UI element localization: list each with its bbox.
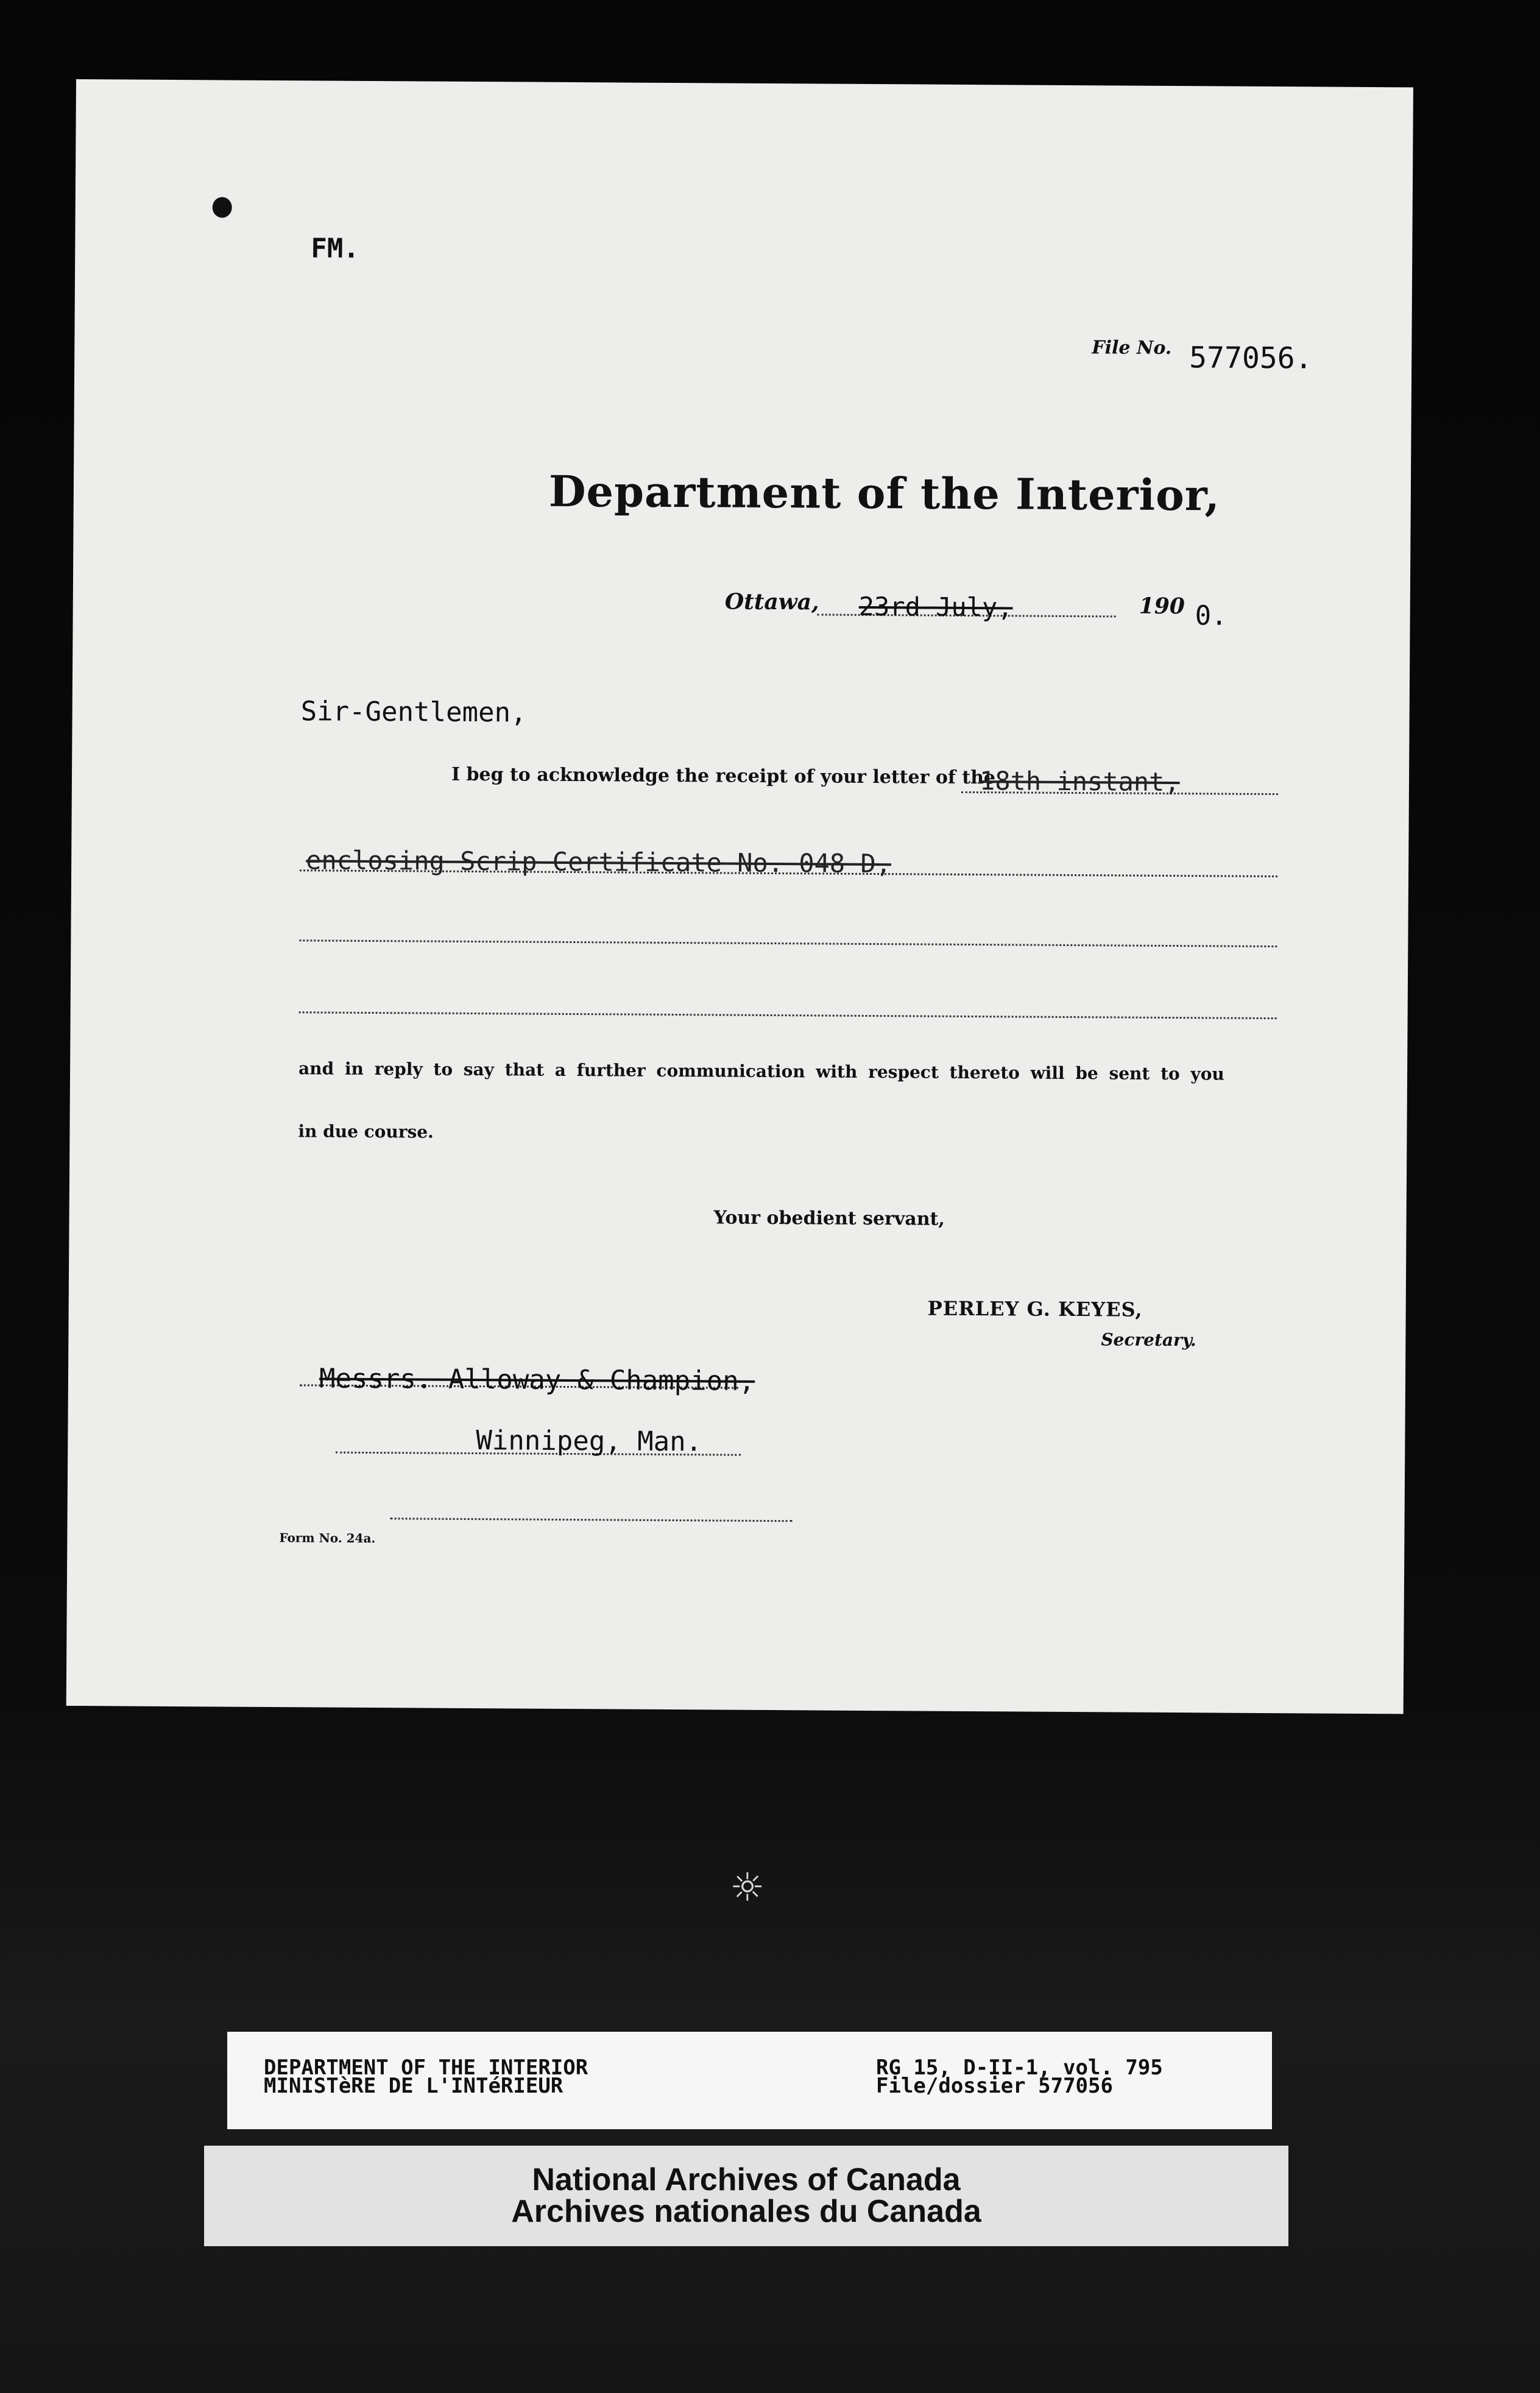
- file-number-label: File No.: [1092, 337, 1172, 359]
- year-typed: 0.: [1195, 600, 1227, 632]
- fm-mark: FM.: [311, 233, 359, 264]
- department-heading: Department of the Interior,: [548, 465, 1221, 521]
- blank-dotted-line-2: [299, 1011, 1277, 1019]
- department-french: MINISTèRE DE L'INTéRIEUR: [264, 2074, 563, 2098]
- stray-film-mark: ☼: [730, 1865, 765, 1911]
- letter-page: [66, 79, 1413, 1714]
- signer-title: Secretary.: [1101, 1329, 1196, 1351]
- addressee-name: Messrs. Alloway & Champion,: [319, 1363, 755, 1397]
- salutation: Sir-Gentlemen,: [300, 696, 527, 729]
- signer-name: PERLEY G. KEYES,: [927, 1296, 1143, 1321]
- file-reference: File/dossier 577056: [876, 2074, 1113, 2098]
- archive-name-french: Archives nationales du Canada: [511, 2194, 981, 2229]
- enclosure-line: enclosing Scrip Certificate No. 048 D,: [306, 845, 892, 879]
- letter-reference-date: 18th instant,: [979, 766, 1180, 797]
- record-group: RG 15, D-II-1, vol. 795: [876, 2055, 1163, 2080]
- year-printed: 190: [1139, 593, 1185, 620]
- punch-hole: [213, 197, 232, 217]
- body-line-1: I beg to acknowledge the receipt of your letter of the: [451, 763, 996, 789]
- blank-address-line: [390, 1518, 793, 1522]
- department-english: DEPARTMENT OF THE INTERIOR: [264, 2055, 588, 2080]
- body-line-3: in due course.: [298, 1121, 434, 1142]
- archive-name-card: [204, 2146, 1288, 2246]
- form-number: Form No. 24a.: [279, 1530, 376, 1546]
- letter-date: 23rd July,: [858, 591, 1013, 623]
- archive-name-english: National Archives of Canada: [532, 2162, 961, 2197]
- archive-reference-card: [227, 2032, 1272, 2129]
- addressee-city: Winnipeg, Man.: [476, 1425, 702, 1458]
- city-label: Ottawa,: [724, 589, 819, 615]
- blank-dotted-line-1: [299, 939, 1277, 947]
- closing: Your obedient servant,: [713, 1207, 945, 1230]
- body-line-2: and in reply to say that a further communication with respect thereto will be sent to you: [298, 1058, 1224, 1084]
- file-number: 577056.: [1189, 341, 1313, 376]
